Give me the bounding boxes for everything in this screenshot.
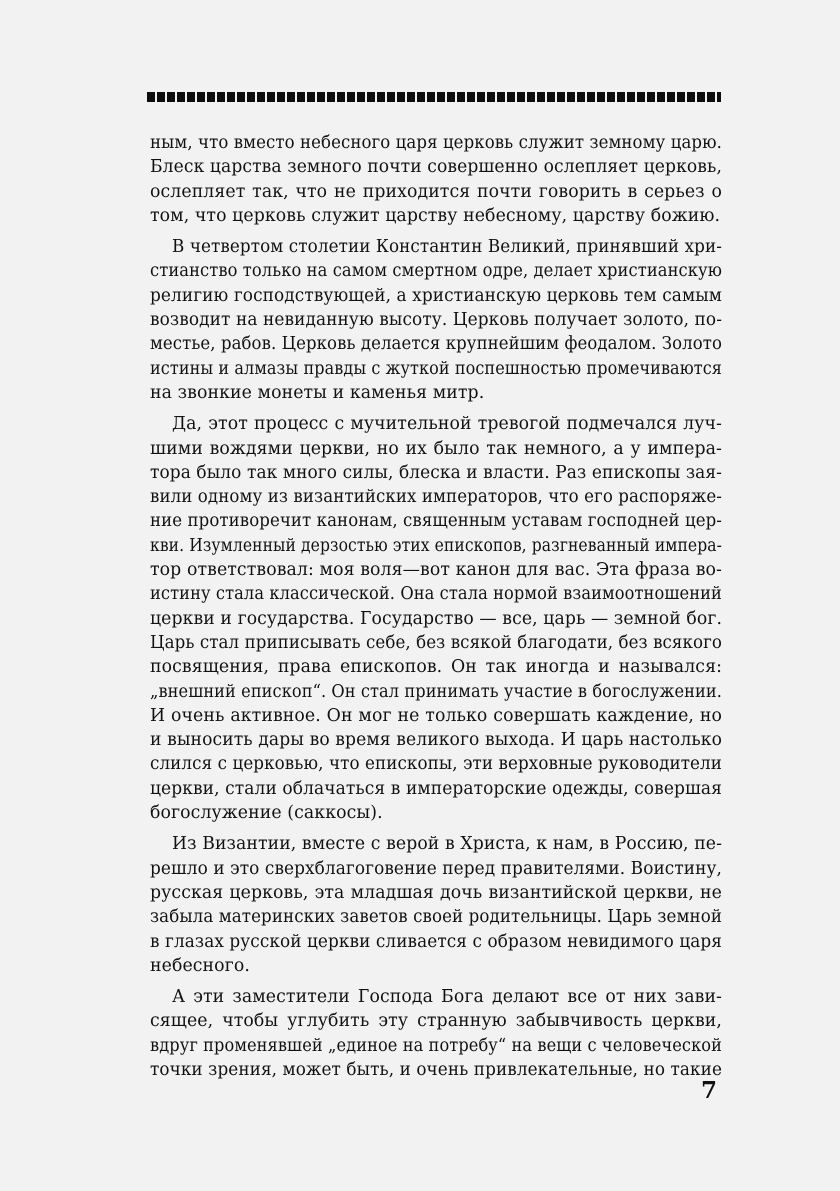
text-line: церкви, стали облачаться в императорские одежды, совершая bbox=[150, 778, 723, 799]
text-line: ние противоречит канонам, священным уставам господней цер- bbox=[150, 511, 723, 532]
text-line: возводит на невиданную высоту. Церковь получает золото, по- bbox=[150, 310, 723, 331]
text-line: тора было так много силы, блеска и власти. Раз епископы зая- bbox=[150, 462, 722, 483]
text-line: том, что церковь служит царству небесному, царству божию. bbox=[150, 205, 721, 226]
paragraph bbox=[150, 235, 722, 405]
text-line: в глазах русской церкви сливается с образом невидимого царя bbox=[150, 931, 723, 952]
text-line: вили одному из византийских императоров, что его распоряже- bbox=[150, 487, 723, 508]
text-line: точки зрения, может быть, и очень привлекательные, но такие bbox=[150, 1059, 723, 1080]
text-line: шими вождями церкви, но их было так немного, а у импера- bbox=[150, 438, 722, 459]
text-line: сящее, чтобы углубить эту странную забывчивость церкви, bbox=[150, 1011, 722, 1032]
text-line: небесного. bbox=[150, 955, 250, 976]
text-line: русская церковь, эта младшая дочь византийской церкви, не bbox=[150, 882, 722, 903]
text-line: слился с церковью, что епископы, эти верховные руководители bbox=[150, 754, 722, 775]
text-line: А эти заместители Господа Бога делают все от них зави- bbox=[172, 987, 722, 1008]
body-text bbox=[150, 131, 722, 1089]
text-line: Блеск царства земного почти совершенно ослепляет церковь, bbox=[150, 157, 722, 178]
page-number: 7 bbox=[701, 1077, 718, 1104]
header-ornament-rule bbox=[147, 92, 721, 102]
text-line: В четвертом столетии Константин Великий, принявший хри- bbox=[172, 237, 722, 258]
text-line: „внешний епископ“. Он стал принимать участие в богослужении. bbox=[150, 681, 722, 702]
text-line: решло и это сверхблагоговение перед правителями. Воистину, bbox=[150, 858, 723, 879]
text-line: и выносить дары во время великого выхода. И царь настолько bbox=[150, 730, 722, 751]
text-line: истины и алмазы правды с жуткой поспешностью промечиваются bbox=[150, 358, 723, 379]
text-line: богослужение (саккосы). bbox=[150, 803, 383, 824]
paragraph bbox=[150, 985, 722, 1082]
text-line: Да, этот процесс с мучительной тревогой подмечался луч- bbox=[172, 414, 722, 435]
paragraph bbox=[150, 131, 722, 228]
text-line: ослепляет так, что не приходится почти говорить в серьез о bbox=[150, 181, 722, 202]
text-line: Царь стал приписывать себе, без всякой благодати, без всякого bbox=[150, 632, 723, 653]
text-line: истину стала классической. Она стала нормой взаимоотношений bbox=[150, 584, 722, 605]
text-line: религию господствующей, а христианскую церковь тем самым bbox=[150, 285, 723, 306]
text-line: местье, рабов. Церковь делается крупнейшим феодалом. Золото bbox=[150, 334, 723, 355]
text-line: забыла материнских заветов своей родительницы. Царь земной bbox=[150, 907, 723, 928]
text-line: церкви и государства. Государство — все, царь — земной бог. bbox=[150, 608, 723, 629]
text-line: вдруг променявшей „единое на потребу“ на вещи с человеческой bbox=[150, 1035, 723, 1056]
text-line: Из Византии, вместе с верой в Христа, к нам, в Россию, пе- bbox=[172, 834, 723, 855]
text-line: кви. Изумленный дерзостью этих епископов, разгневанный импера- bbox=[150, 535, 722, 556]
text-line: на звонкие монеты и каменья митр. bbox=[150, 382, 485, 403]
text-line: посвящения, права епископов. Он так иногда и назывался: bbox=[150, 657, 722, 678]
text-line: тор ответствовал: моя воля—вот канон для вас. Эта фраза во- bbox=[150, 560, 722, 581]
text-line: ным, что вместо небесного царя церковь служит земному царю. bbox=[150, 133, 722, 153]
text-line: И очень активное. Он мог не только совершать каждение, но bbox=[150, 705, 722, 726]
text-line: стианство только на самом смертном одре, делает христианскую bbox=[150, 261, 722, 282]
paragraph bbox=[150, 832, 722, 978]
paragraph bbox=[150, 412, 722, 825]
